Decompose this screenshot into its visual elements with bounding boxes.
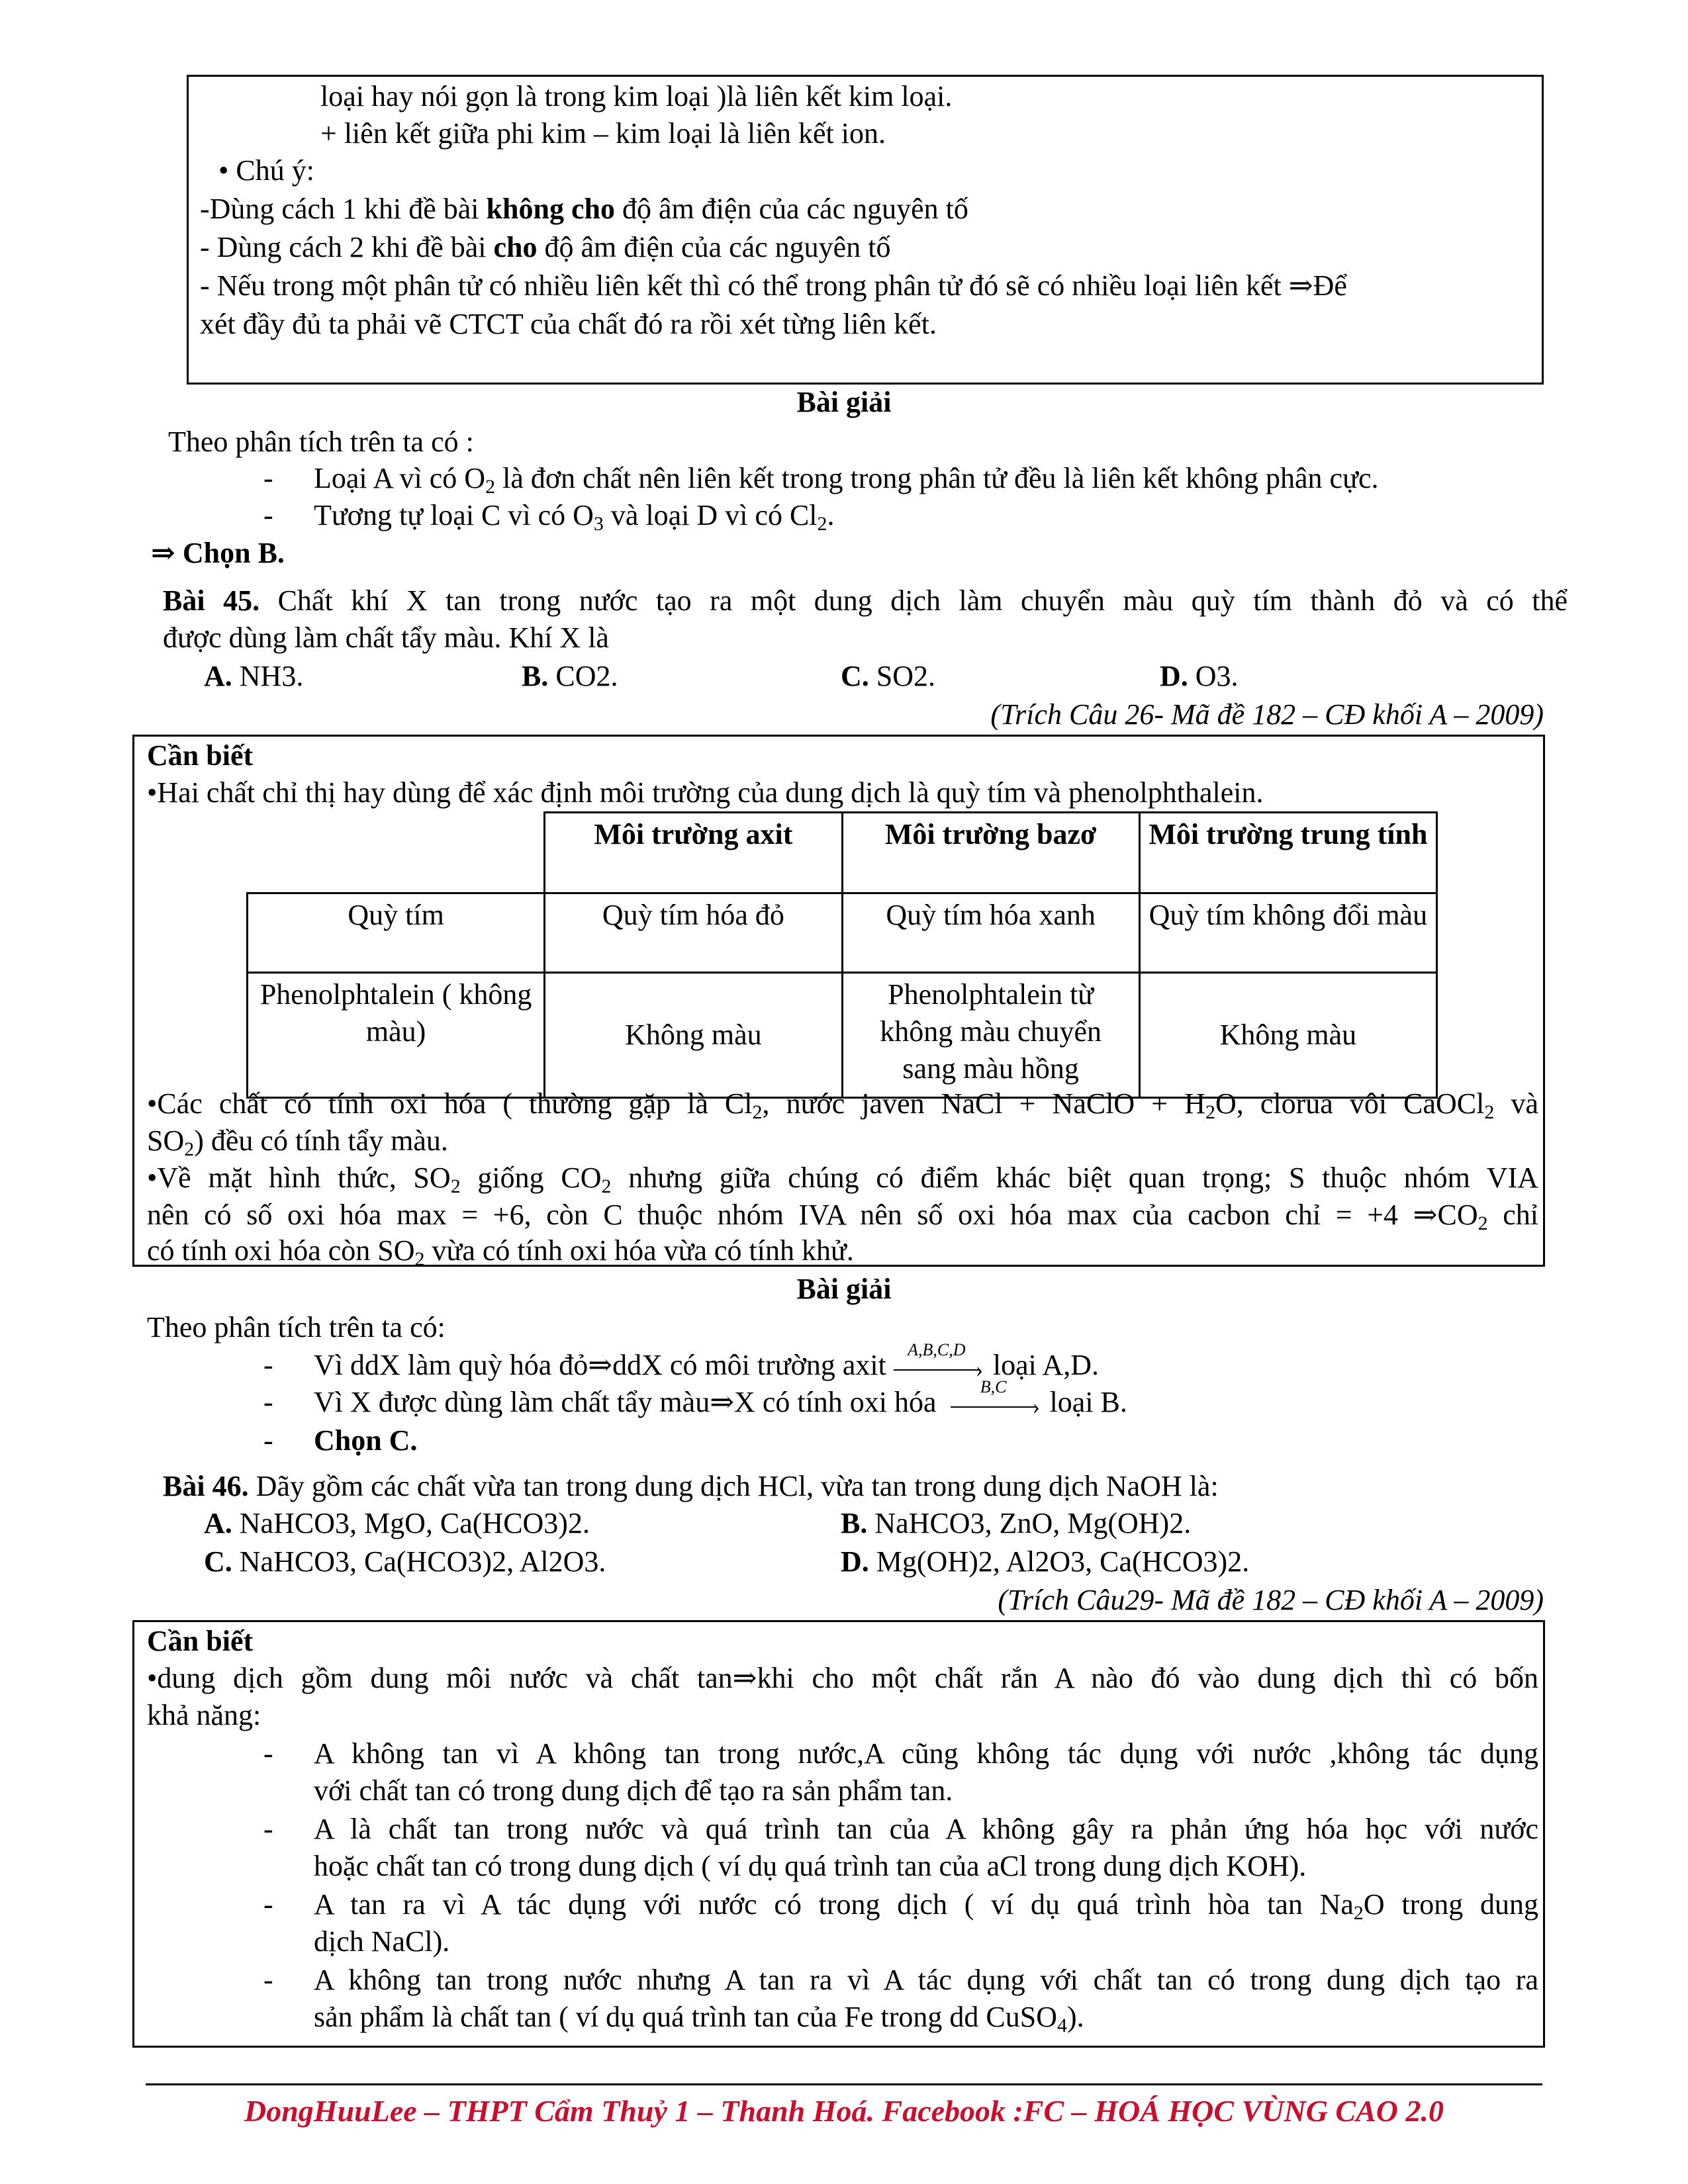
q45-line-1: Bài 45. Chất khí X tan trong nước tạo ra một dung dịch làm chuyển màu quỳ tím thành đỏ và có thể — [163, 584, 1568, 617]
box3-item-1-line-1: A không tan vì A không tan trong nước,A cũng không tác dụng với nước ,không tác dụng — [314, 1737, 1538, 1770]
bullet-icon: • — [218, 154, 229, 187]
q45-option-b[interactable]: B. CO2. — [522, 660, 618, 692]
q46-option-c[interactable]: C. NaHCO3, Ca(HCO3)2, Al2O3. — [204, 1545, 606, 1578]
solution-1-item-2-text: Tương tự loại C vì có $O_3$ và loại D vì có $Cl_2$. — [314, 499, 835, 535]
box3-item-3-line-1: A tan ra vì A tác dụng với nước có trong dịch ( ví dụ quá trình hòa $\tan Na_2O$ trong dung — [314, 1888, 1538, 1923]
solution-2-item-2: Vì X được dùng làm chất tẩy màu⇒X có tính oxi hóa B,C › loại B. — [314, 1377, 1127, 1419]
bullet-icon: • — [147, 776, 158, 809]
solution-2-item-2-dash: - — [263, 1386, 273, 1418]
box2-para-2-line-1: •Các chất có tính oxi hóa ( thường gặp là $Cl_2$, nước javen NaCl + NaClO + $H_2O$, clorua vôi CaOCl$_2$ và — [147, 1087, 1538, 1122]
box1-line-2: + liên kết giữa phi kim – kim loại là liên kết ion. — [320, 117, 886, 150]
q45-option-d[interactable]: D. O3. — [1160, 660, 1239, 692]
table-cell: Quỳ tím hóa xanh — [842, 893, 1139, 973]
q46-question: Bài 46. Dãy gồm các chất vừa tan trong dung dịch HCl, vừa tan trong dung dịch NaOH là: — [163, 1470, 1219, 1502]
box2-para-3-line-2: nên có số oxi hóa max = +6, còn C thuộc nhóm IVA nên số oxi hóa max của cacbon chỉ = +4 $\Rightarrow CO_2$ chỉ — [147, 1199, 1538, 1234]
solution-2-item-1: Vì ddX làm quỳ hóa đỏ⇒ddX có môi trường axit A,B,C,D › loại A,D. — [314, 1340, 1099, 1382]
bullet-icon: • — [147, 1662, 158, 1694]
box3-line-1: •dung dịch gồm dung môi nước và chất tan⇒khi cho một chất rắn A nào đó vào dung dịch thì có bốn — [147, 1662, 1538, 1694]
table-header-neutral: Môi trường trung tính — [1139, 813, 1436, 893]
box2-title: Cần biết — [147, 739, 254, 772]
table-header-acid: Môi trường axit — [545, 813, 842, 893]
box2-para-3-line-1: •Về mặt hình thức, $SO_2$ giống $CO_2$ nhưng giữa chúng có điểm khác biệt quan trọng; S thuộc nhóm VIA — [147, 1161, 1538, 1197]
box3-item-1-line-2: với chất tan có trong dung dịch để tạo ra sản phẩm tan. — [314, 1774, 953, 1807]
box3-item-2-line-2: hoặc chất tan có trong dung dịch ( ví dụ quá trình tan của aCl trong dung dịch KOH). — [314, 1850, 1307, 1882]
table-cell: Không màu — [1139, 973, 1436, 1098]
box3-title: Cần biết — [147, 1625, 254, 1657]
table-cell: Quỳ tím hóa đỏ — [545, 893, 842, 973]
q45-option-a[interactable]: A. NH3. — [204, 660, 304, 692]
table-cell: Quỳ tím không đổi màu — [1139, 893, 1436, 973]
table-cell: Không màu — [545, 973, 842, 1098]
box1-line-4: -Dùng cách 1 khi đề bài không cho độ âm điện của các nguyên tố — [200, 193, 968, 225]
q46-option-d[interactable]: D. Mg(OH)2, Al2O3, Ca(HCO3)2. — [841, 1545, 1250, 1578]
bullet-icon: • — [147, 1161, 158, 1194]
box3-item-3-dash: - — [263, 1888, 273, 1921]
box1-line-3: • Chú ý: — [218, 154, 314, 187]
solution-2-answer: Chọn C. — [314, 1424, 418, 1457]
box1-line-6: - Nếu trong một phân tử có nhiều liên kết thì có thể trong phân tử đó sẽ có nhiều loại liên kết ⇒Để — [200, 269, 1347, 302]
box3-item-2-dash: - — [263, 1813, 273, 1845]
indicator-table — [246, 811, 1438, 1099]
box3-item-3-line-2: dịch NaCl). — [314, 1925, 450, 1958]
box3-item-4-line-1: A không tan trong nước nhưng A tan ra vì A tác dụng với chất tan có trong dung dịch tạo ra — [314, 1964, 1538, 1996]
box2-para-2-line-2: $SO_2$) đều có tính tẩy màu. — [147, 1124, 448, 1160]
table-cell: Phenolphtalein từ không màu chuyển sang màu hồng — [842, 973, 1139, 1098]
solution-2-intro: Theo phân tích trên ta có: — [147, 1311, 445, 1343]
q46-source: (Trích Câu29- Mã đề 182 – CĐ khối A – 2009) — [998, 1584, 1544, 1616]
q46-option-a[interactable]: A. NaHCO3, MgO, Ca(HCO3)2. — [204, 1507, 590, 1539]
table-row-litmus: Quỳ tím — [248, 893, 545, 973]
q45-option-c[interactable]: C. SO2. — [841, 660, 936, 692]
box1-line-5: - Dùng cách 2 khi đề bài cho độ âm điện của các nguyên tố — [200, 231, 891, 263]
solution-1-item-1: - — [263, 462, 273, 494]
box3-item-4-line-2: sản phẩm là chất tan ( ví dụ quá trình tan của Fe trong dd CuSO$_4$). — [314, 2001, 1084, 2036]
page-footer: DongHuuLee – THPT Cẩm Thuỷ 1 – Thanh Hoá. Facebook :FC – HOÁ HỌC VÙNG CAO 2.0 — [244, 2094, 1444, 2128]
box3-line-2: khả năng: — [147, 1699, 261, 1731]
box2-line-1: •Hai chất chỉ thị hay dùng để xác định môi trường của dung dịch là quỳ tím và phenolphthalein. — [147, 776, 1264, 809]
solution-2-title: Bài giải — [796, 1273, 892, 1305]
box1-line-1: loại hay nói gọn là trong kim loại )là liên kết kim loại. — [320, 80, 953, 113]
solution-1-item-2: - — [263, 499, 273, 531]
solution-1-answer: ⇒ Chọn B. — [151, 537, 285, 569]
box2-para-3-line-3: có tính oxi hóa còn $SO_2$ vừa có tính oxi hóa vừa có tính khử. — [147, 1234, 854, 1270]
table-corner — [248, 813, 545, 893]
solution-1-item-1-text: Loại A vì có $O_2$ là đơn chất nên liên kết trong trong phân tử đều là liên kết không phân cực. — [314, 462, 1379, 498]
right-arrow-icon: B,C › — [944, 1392, 1050, 1418]
box3-item-4-dash: - — [263, 1964, 273, 1996]
q45-line-2: được dùng làm chất tẩy màu. Khí X là — [163, 621, 609, 654]
q46-option-b[interactable]: B. NaHCO3, ZnO, Mg(OH)2. — [841, 1507, 1192, 1539]
solution-2-item-1-dash: - — [263, 1349, 273, 1381]
q45-source: (Trích Câu 26- Mã đề 182 – CĐ khối A – 2009) — [990, 698, 1544, 731]
solution-1-title: Bài giải — [796, 386, 892, 418]
box3-item-2-line-1: A là chất tan trong nước và quá trình tan của A không gây ra phản ứng hóa học với nước — [314, 1813, 1538, 1845]
box3-item-1-dash: - — [263, 1737, 273, 1770]
footer-divider — [146, 2083, 1542, 2085]
table-header-base: Môi trường bazơ — [842, 813, 1139, 893]
bullet-icon: • — [147, 1087, 158, 1120]
right-arrow-icon: A,B,C,D › — [894, 1355, 993, 1381]
solution-2-item-3-dash: - — [263, 1424, 273, 1457]
table-row-phenol: Phenolphtalein ( không màu) — [248, 973, 545, 1098]
solution-1-intro: Theo phân tích trên ta có : — [168, 426, 474, 458]
box1-line-7: xét đầy đủ ta phải vẽ CTCT của chất đó ra rồi xét từng liên kết. — [200, 308, 937, 340]
